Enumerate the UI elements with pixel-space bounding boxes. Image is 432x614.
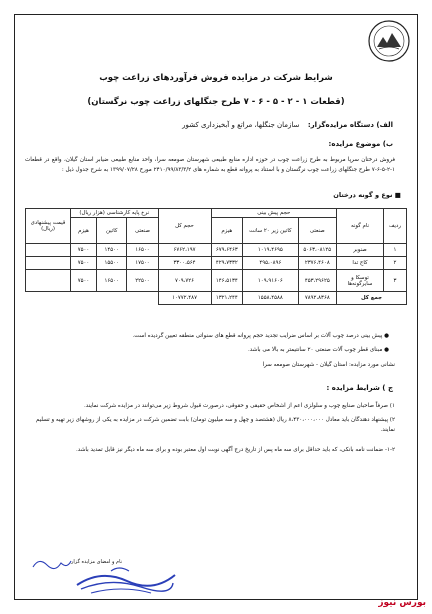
cell: ۲: [384, 257, 407, 270]
condition-item: ۲) پیشنهاد دهندگان باید معادل ۸،۴۳۰،۰۰۰،۰۰۰ ریال (هشتصد و چهل و سه میلیون تومان) بابت تضمین شرکت در مزایده به یکی از روشهای زیر تهیه و تسلیم نمایند.: [35, 417, 395, 433]
cell: ۱۰۹،۹۱۶۰۶: [243, 270, 298, 292]
th-offer: قیمت پیشنهادی (ریال): [26, 209, 71, 244]
condition-item: ۱) صرفاً صاحبان صنایع چوب و سلولزی اعم از اشخاص حقیقی و حقوقی، درصورت قبول شروط زیر می‌توانند در مزایده شرکت نمایند.: [83, 403, 395, 409]
th-rate-under20: کاتین: [96, 218, 126, 244]
th-firewood: هیزم: [211, 218, 243, 244]
section-a-value: سازمان جنگلها، مراتع و آبخیزداری کشور: [182, 121, 300, 129]
cell: ۴۲۹،۷۳۳۲: [211, 257, 243, 270]
cell: ۵۰۶۳،۰۸۱۲۵: [298, 244, 336, 257]
cell: ۱۶۵۰۰: [96, 270, 126, 292]
th-total-volume: حجم کل: [158, 209, 211, 244]
cell: ۳۳۰۰،۵۶۴: [158, 257, 211, 270]
company-stamp: [71, 563, 181, 597]
document-page: [14, 14, 418, 600]
cell: ۱۳۲۱،۲۴۴: [211, 292, 243, 305]
watermark-text: بورس نیوز: [378, 598, 426, 608]
th-rate-firewood: هیزم: [71, 218, 97, 244]
bullet-text: مبنای قطر چوب آلات صنعتی ۲۰ سانتیمتر به بالا می باشد.: [247, 347, 383, 353]
cell: ۲۲۵۰۰: [127, 270, 158, 292]
document-title: شرایط شرکت در مزایده فروش فرآوردهای زراعت چوب: [99, 73, 333, 83]
cell: [26, 244, 71, 257]
bullet-item: ● پیش بینی درصد چوب آلات بر اساس ضرایب تجدید حجم پروانه قطع های سنواتی منطقه تعیین گردیده است.: [132, 333, 389, 339]
cell: ۷۵۰۰: [71, 270, 97, 292]
cell: ۷۸۹۲،۸۳۶۸: [298, 292, 336, 305]
table-row: [26, 257, 407, 270]
cell: ۷۵۰۰: [71, 257, 97, 270]
section-a-label: الف) دستگاه مزایده‌گزار:: [307, 121, 393, 129]
table-row: [26, 244, 407, 257]
section-a: [182, 121, 393, 129]
cell: ۱۰۱۹،۴۶۹۵: [243, 244, 298, 257]
section-d-label: ج ) شرایط مزایده :: [326, 384, 393, 392]
total-label: جمع کل: [337, 292, 407, 305]
th-industrial: صنعتی: [298, 218, 336, 244]
signature-label: نام و امضای مزایده گزار: [71, 559, 123, 565]
table-row: [26, 270, 407, 292]
location-text: نشانی مورد مزایده: استان گیلان - شهرستان صومعه سرا: [262, 362, 395, 368]
section-b-text: فروش درختان سرپا مربوط به طرح زراعت چوب در حوزه اداره منابع طبیعی شهرستان صومعه سرا، واحد منابع طبیعی ضیابر استان گیلان، واقع در قطعات ۱-۲-۵-۶-۷ طرح جنگلهای زراعت چوب نرگستان و با استناد به پروانه قطع به شماره های ۲۴۱۰/۹۹/۸۳/۳/۲ مورخ ۱۳۹۹/۰۷/۲۸ به شرح جدول ذیل :: [25, 157, 395, 173]
cell: [26, 257, 71, 270]
handwritten-signature: [29, 555, 75, 573]
condition-item: ۱-۲- ضمانت نامه بانکی، که باید حداقل برای سه ماه پس از تاریخ درج آگهی نوبت اول معتبر بوده و برای سه ماه دیگر نیز قابل تمدید باشد.: [76, 447, 395, 453]
cell: ۱۵۵۸،۴۵۸۸: [243, 292, 298, 305]
cell: ۱۷۵۰۰: [127, 257, 158, 270]
bullet-item: ● مبنای قطر چوب آلات صنعتی ۲۰ سانتیمتر به بالا می باشد.: [247, 347, 389, 353]
section-b-label: ب) موضوع مزایده:: [328, 140, 393, 148]
section-c-text: نوع و گونه درختان: [333, 191, 393, 199]
cell: ۱۰۷۷۲،۴۸۷: [158, 292, 211, 305]
cell: ۱۶۵۰۰: [127, 244, 158, 257]
document-subtitle: (قطعات ۱ - ۲ - ۵ - ۶ - ۷ طرح جنگلهای زراعت چوب نرگستان): [87, 97, 345, 107]
cell: ۱۴۶،۵۱۳۴: [211, 270, 243, 292]
cell: ۴۵۳،۲۹۶۲۵: [298, 270, 336, 292]
cell: [26, 270, 71, 292]
cell: صنوبر: [337, 244, 384, 257]
section-c-label: ■ نوع و گونه درختان: [333, 191, 401, 199]
cell: ۳: [384, 270, 407, 292]
cell: توسکا و سایرگونه‌ها: [337, 270, 384, 292]
th-row: ردیف: [384, 209, 407, 244]
cell: ۶۷۹،۶۴۶۳: [211, 244, 243, 257]
cell: ۱۴۵۰۰: [96, 244, 126, 257]
th-under20: کاتین زیر ۲۰ سانت: [243, 218, 298, 244]
bullet-text: پیش بینی درصد چوب آلات بر اساس ضرایب تجدید حجم پروانه قطع های سنواتی منطقه تعیین گردیده است.: [132, 333, 383, 339]
cell: ۷۵۰۰: [71, 244, 97, 257]
cell: ۶۷۶۲،۱۹۷: [158, 244, 211, 257]
cell: ۲۳۷۶،۴۶۰۸: [298, 257, 336, 270]
cell: ۱: [384, 244, 407, 257]
cell: کاج تدا: [337, 257, 384, 270]
organization-logo: [367, 19, 411, 63]
cell: ۷۰۹،۷۲۶: [158, 270, 211, 292]
table-total-row: [26, 292, 407, 305]
cell: ۴۹۵،۰۸۹۶: [243, 257, 298, 270]
species-table: [25, 208, 407, 305]
th-rate-industrial: صنعتی: [127, 218, 158, 244]
th-base-rate: نرخ پایه کارشناسی (هزار ریال): [71, 209, 159, 218]
th-predicted-volume: حجم پیش بینی: [211, 209, 336, 218]
cell: ۱۵۵۰۰: [96, 257, 126, 270]
cell-empty: [26, 292, 159, 305]
th-species: نام گونه: [337, 209, 384, 244]
